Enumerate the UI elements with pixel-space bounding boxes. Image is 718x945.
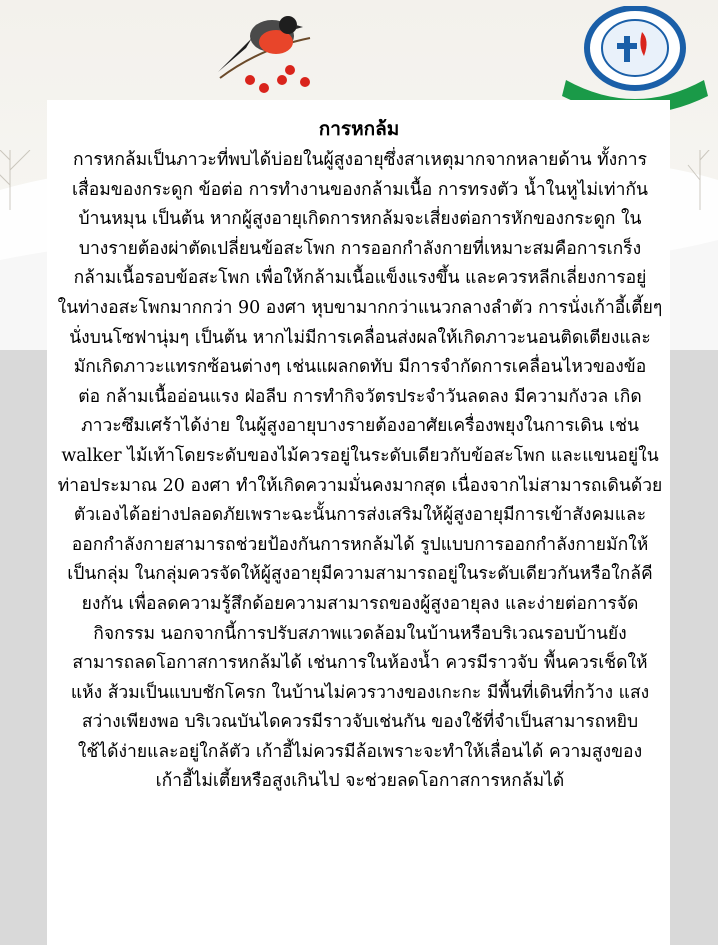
article-line: ต่อ กล้ามเนื้ออ่อนแรง ฝ่อลีบ การทำกิจวัตรประจำวันลดลง มีความกังวล เกิด [78,386,642,407]
article-line: ในท่างอสะโพกมากกว่า 90 องศา หุบขามากกว่าแนวกลางลำตัว การนั่งเก้าอี้เตี้ยๆ [57,297,663,318]
article-line: ตัวเองได้อย่างปลอดภัยเพราะฉะนั้นการส่งเสริมให้ผู้สูงอายุมีการเข้าสังคมและ [73,505,647,526]
article-line: เป็นกลุ่ม ในกลุ่มควรจัดให้ผู้สูงอายุมีความสามารถอยู่ในระดับเดียวกันหรือใกล้คี [67,564,653,585]
article-line: ภาวะซึมเศร้าได้ง่าย ในผู้สูงอายุบางรายต้องอาศัยเครื่องพยุงในการเดิน เช่น [81,416,639,437]
article-line: สามารถลดโอกาสการหกล้มได้ เช่นการในห้องน้ำ ควรมีราวจับ พื้นควรเช็ดให้ [72,653,648,674]
article-line: สว่างเพียงพอ บริเวณบันไดควรมีราวจับเช่นกัน ของใช้ที่จำเป็นสามารถหยิบ [81,712,639,733]
article-line: การหกล้มเป็นภาวะที่พบได้บ่อยในผู้สูงอายุซึ่งสาเหตุมากจากหลายด้าน ทั้งการ [72,150,648,170]
article-line: walker ไม้เท้าโดยระดับของไม้ควรอยู่ในระดับเดียวกับข้อสะโพก และแขนอยู่ใน [61,445,659,466]
article-line: กล้ามเนื้อรอบข้อสะโพก เพื่อให้กล้ามเนื้อแข็งแรงขึ้น และควรหลีกเลี่ยงการอยู่ [73,268,647,289]
bullfinch-bird-illustration [200,8,320,98]
article-line: ยงกัน เพื่อลดความรู้สึกด้อยความสามารถของผู้สูงอายุลง และง่ายต่อการจัด [81,593,639,614]
article-line: นั่งบนโซฟานุ่มๆ เป็นต้น หากไม่มีการเคลื่อนส่งผลให้เกิดภาวะนอนติดเตียงและ [69,327,651,348]
article-line: มักเกิดภาวะแทรกซ้อนต่างๆ เช่นแผลกดทับ มีการจำกัดการเคลื่อนไหวของข้อ [73,357,647,378]
article-line: เสื่อมของกระดูก ข้อต่อ การทำงานของกล้ามเนื้อ การทรงตัว น้ำในหูไม่เท่ากัน [72,179,648,200]
article-line: บางรายต้องผ่าตัดเปลี่ยนข้อสะโพก การออกกำลังกายที่เหมาะสมคือการเกร็ง [78,238,642,259]
article-title: การหกล้ม [318,118,400,140]
article-line: ออกกำลังกายสามารถช่วยป้องกันการหกล้มได้ รูปแบบการออกกำลังกายมักให้ [71,534,649,555]
article-line: บ้านหมุน เป็นต้น หากผู้สูงอายุเกิดการหกล้มจะเสี่ยงต่อการหักของกระดูก ใน [78,209,642,230]
article-body [50,146,670,797]
article-line: ท่าอประมาณ 20 องศา ทำให้เกิดความมั่นคงมากสุด เนื่องจากไม่สามารถเดินด้วย [57,475,663,496]
article-line: กิจกรรม นอกจากนี้การปรับสภาพแวดล้อมในบ้านหรือบริเวณรอบบ้านยัง [93,623,627,644]
article-line: แห้ง ส้วมเป็นแบบชักโครก ในบ้านไม่ควรวางของเกะกะ มีพื้นที่เดินที่กว้าง แสง [70,682,650,703]
article-line: ใช้ได้ง่ายและอยู่ใกล้ตัว เก้าอี้ไม่ควรมีล้อเพราะจะทำให้เลื่อนได้ ความสูงของ [77,741,643,762]
article-line: เก้าอี้ไม่เตี้ยหรือสูงเกินไป จะช่วยลดโอกาสการหกล้มได้ [155,771,565,792]
